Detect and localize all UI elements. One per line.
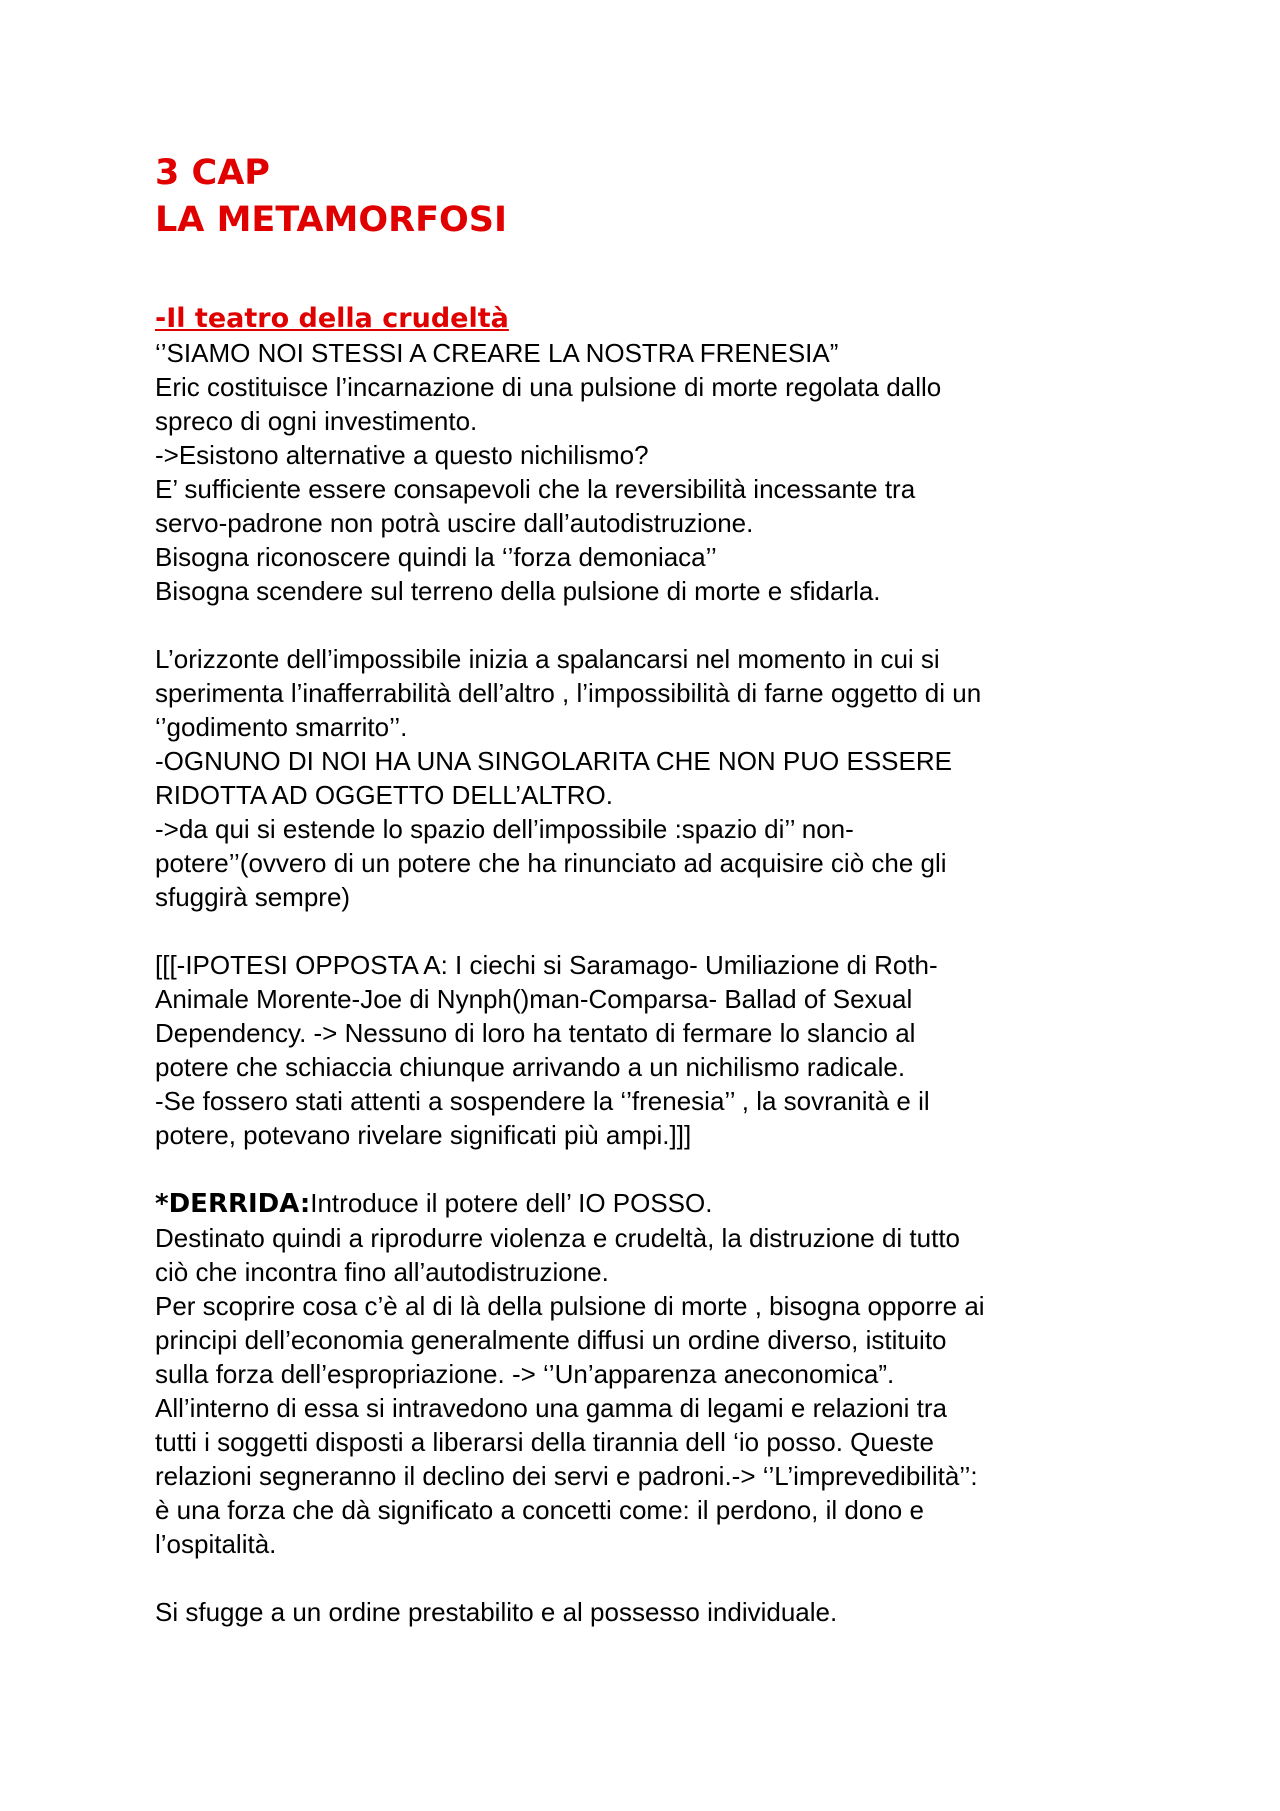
derrida-label: *DERRIDA:	[155, 1189, 311, 1219]
chapter-title	[155, 150, 1155, 244]
derrida-line	[155, 1186, 1155, 1221]
text-line: principi dell’economia generalmente diffusi un ordine diverso, istituito	[155, 1325, 947, 1355]
paragraph-gap	[155, 608, 1155, 642]
text-line: relazioni segneranno il declino dei servi e padroni.-> ‘’L’imprevedibilità’’:	[155, 1461, 978, 1491]
text-line: L’orizzonte dell’impossibile inizia a spalancarsi nel momento in cui si	[155, 644, 940, 674]
paragraph-3	[155, 948, 1155, 1152]
paragraph-2	[155, 642, 1155, 914]
text-line: ->Esistono alternative a questo nichilismo?	[155, 440, 649, 470]
text-line: -Se fossero stati attenti a sospendere la ‘’frenesia’’ , la sovranità e il	[155, 1086, 930, 1116]
text-line: Destinato quindi a riprodurre violenza e crudeltà, la distruzione di tutto	[155, 1223, 961, 1253]
text-line: potere’’(ovvero di un potere che ha rinunciato ad acquisire ciò che gli	[155, 848, 947, 878]
paragraph-4	[155, 1186, 1155, 1561]
text-line: Bisogna scendere sul terreno della pulsione di morte e sfidarla.	[155, 576, 881, 606]
text-line: Si sfugge a un ordine prestabilito e al possesso individuale.	[155, 1597, 838, 1627]
text-line: RIDOTTA AD OGGETTO DELL’ALTRO.	[155, 780, 613, 810]
text-line: Dependency. -> Nessuno di loro ha tentato di fermare lo slancio al	[155, 1018, 916, 1048]
paragraph-1	[155, 336, 1155, 608]
text-line: Animale Morente-Joe di Nynph()man-Comparsa- Ballad of Sexual	[155, 984, 913, 1014]
text-line: tutti i soggetti disposti a liberarsi della tirannia dell ‘io posso. Queste	[155, 1427, 934, 1457]
text-line: servo-padrone non potrà uscire dall’autodistruzione.	[155, 508, 754, 538]
text-line: ‘’SIAMO NOI STESSI A CREARE LA NOSTRA FRENESIA”	[155, 338, 839, 368]
paragraph-gap	[155, 1152, 1155, 1186]
text-line: All’interno di essa si intravedono una gamma di legami e relazioni tra	[155, 1393, 947, 1423]
paragraph-gap	[155, 914, 1155, 948]
text-line: Per scoprire cosa c’è al di là della pulsione di morte , bisogna opporre ai	[155, 1291, 985, 1321]
section-heading: -Il teatro della crudeltà	[155, 303, 509, 334]
text-line: sfuggirà sempre)	[155, 882, 351, 912]
text-line: Eric costituisce l’incarnazione di una pulsione di morte regolata dallo	[155, 372, 942, 402]
text-line: potere che schiaccia chiunque arrivando a un nichilismo radicale.	[155, 1052, 906, 1082]
text-line: E’ sufficiente essere consapevoli che la reversibilità incessante tra	[155, 474, 916, 504]
text-line: ‘’godimento smarrito’’.	[155, 712, 408, 742]
paragraph-gap	[155, 1561, 1155, 1595]
text-line: Bisogna riconoscere quindi la ‘’forza demoniaca’’	[155, 542, 717, 572]
text-line: sulla forza dell’espropriazione. -> ‘’Un’apparenza aneconomica”.	[155, 1359, 895, 1389]
text-line: l’ospitalità.	[155, 1529, 277, 1559]
text-line: sperimenta l’inafferrabilità dell’altro , l’impossibilità di farne oggetto di un	[155, 678, 982, 708]
text-line: [[[-IPOTESI OPPOSTA A: I ciechi si Saramago- Umiliazione di Roth-	[155, 950, 938, 980]
document-page	[155, 150, 1155, 1629]
paragraph-5	[155, 1595, 1155, 1629]
text-line: potere, potevano rivelare significati più ampi.]]]	[155, 1120, 692, 1150]
chapter-name: LA METAMORFOSI	[155, 200, 507, 240]
text-line: ciò che incontra fino all’autodistruzione.	[155, 1257, 609, 1287]
text-line: spreco di ogni investimento.	[155, 406, 478, 436]
text-line: -OGNUNO DI NOI HA UNA SINGOLARITA CHE NON PUO ESSERE	[155, 746, 952, 776]
chapter-number: 3 CAP	[155, 153, 270, 193]
derrida-text: Introduce il potere dell’ IO POSSO.	[310, 1188, 713, 1218]
text-line: è una forza che dà significato a concetti come: il perdono, il dono e	[155, 1495, 924, 1525]
text-line: ->da qui si estende lo spazio dell’impossibile :spazio di’’ non-	[155, 814, 854, 844]
